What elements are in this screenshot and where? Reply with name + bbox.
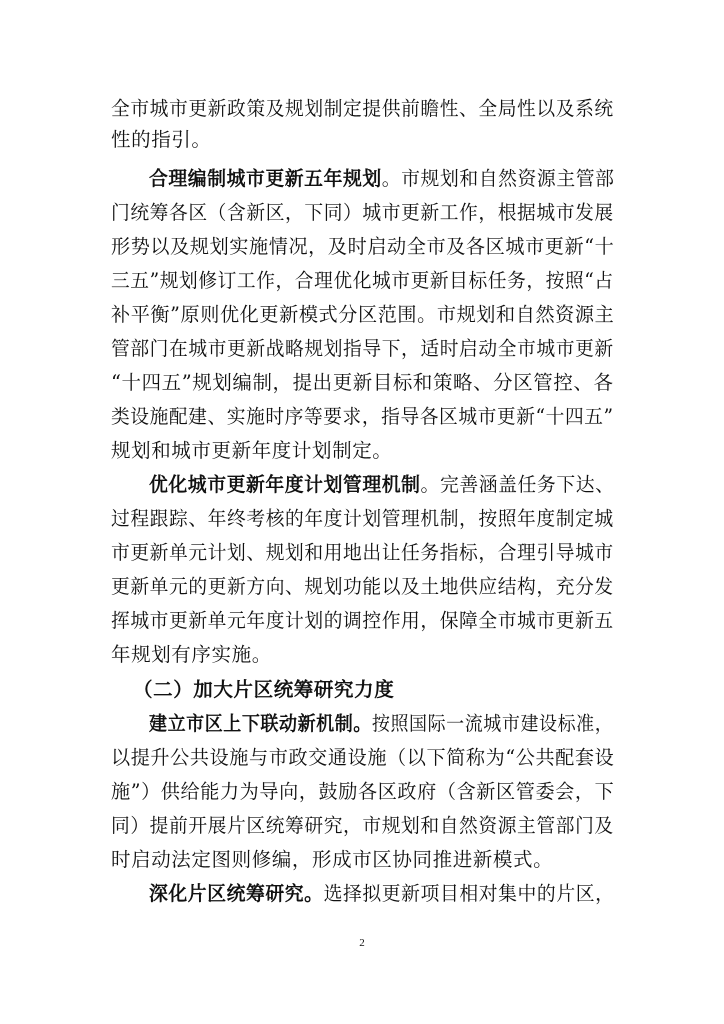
paragraph-start (149, 166, 615, 192)
paragraph-start (149, 881, 615, 907)
text-line: 以提升公共设施与市政交通设施（以下简称为“公共配套设 (111, 746, 615, 769)
text-line: 过程跟踪、年终考核的年度计划管理机制，按照年度制定城 (111, 507, 614, 530)
text-line: “十四五”规划编制，提出更新目标和策略、分区管控、各 (111, 371, 614, 394)
paragraph-heading: 深化片区统筹研究。 (149, 882, 324, 905)
text-line: 同）提前开展片区统筹研究，市规划和自然资源主管部门及 (111, 814, 614, 837)
paragraph-heading: 建立市区上下联动新机制。 (149, 712, 372, 735)
text-line: 管部门在城市更新战略规划指导下，适时启动全市城市更新 (111, 337, 614, 360)
text-line: 更新单元的更新方向、规划功能以及土地供应结构，充分发 (111, 575, 614, 598)
text-span: 选择拟更新项目相对集中的片区， (323, 882, 615, 905)
text-line: 年规划有序实施。 (111, 643, 272, 666)
text-span: 。市规划和自然资源主管部 (381, 167, 615, 190)
text-line: 三五”规划修订工作，合理优化城市更新目标任务，按照“占 (111, 269, 614, 292)
text-line: 补平衡”原则优化更新模式分区范围。市规划和自然资源主 (111, 303, 615, 326)
text-line: 挥城市更新单元年度计划的调控作用，保障全市城市更新五 (111, 609, 614, 632)
text-line: 施”）供给能力为导向，鼓励各区政府（含新区管委会，下 (111, 780, 615, 803)
paragraph-start (149, 711, 613, 737)
text-line: 形势以及规划实施情况，及时启动全市及各区城市更新“十 (111, 235, 615, 258)
text-line: 性的指引。 (111, 128, 212, 151)
text-line: 门统筹各区（含新区，下同）城市更新工作，根据城市发展 (111, 201, 614, 224)
section-heading: （二）加大片区统筹研究力度 (133, 678, 395, 701)
text-line: 类设施配建、实施时序等要求，指导各区城市更新“十四五” (111, 405, 614, 428)
page-number: 2 (359, 937, 365, 949)
text-span: 。完善涵盖任务下达、 (420, 473, 615, 496)
paragraph-start (149, 472, 615, 498)
text-line: 时启动法定图则修编，形成市区协同推进新模式。 (111, 848, 554, 871)
text-line: 市更新单元计划、规划和用地出让任务指标，合理引导城市 (111, 541, 614, 564)
paragraph-heading: 优化城市更新年度计划管理机制 (149, 473, 421, 496)
text-line: 全市城市更新政策及规划制定提供前瞻性、全局性以及系统 (111, 97, 614, 120)
text-line: 规划和城市更新年度计划制定。 (111, 439, 393, 462)
paragraph-heading: 合理编制城市更新五年规划 (149, 167, 382, 190)
text-span: 按照国际一流城市建设标准， (371, 712, 614, 735)
